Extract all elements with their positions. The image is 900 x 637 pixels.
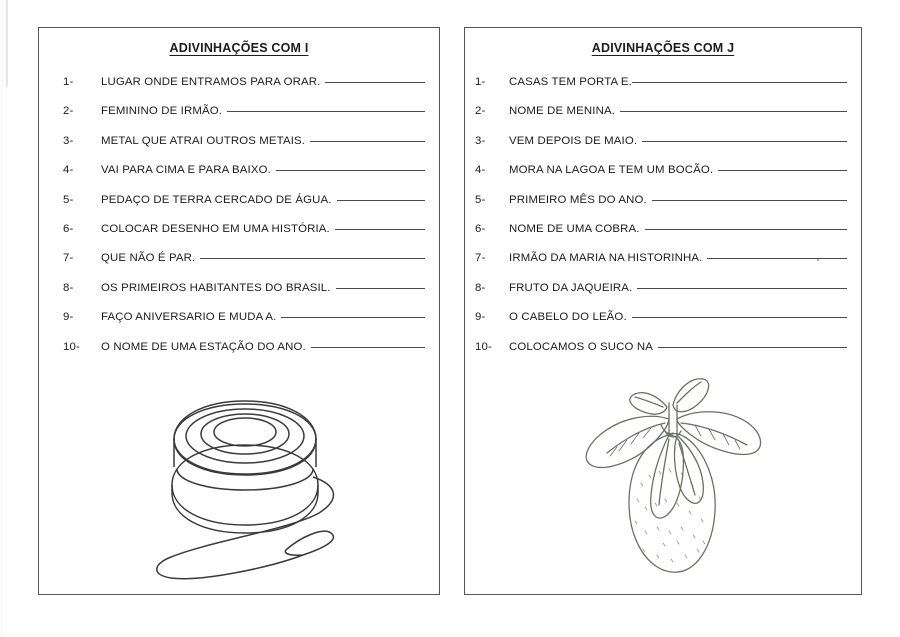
- list-item: [465, 223, 861, 252]
- item-number: 2-: [63, 105, 74, 118]
- item-number: 7-: [63, 252, 74, 265]
- answer-blank[interactable]: [652, 200, 847, 201]
- list-item: [465, 164, 861, 193]
- list-item: [465, 194, 861, 223]
- answer-blank[interactable]: [281, 317, 425, 318]
- list-item: [465, 76, 861, 105]
- item-text: OS PRIMEIROS HABITANTES DO BRASIL.: [101, 281, 331, 294]
- item-text: COLOCAMOS O SUCO NA: [509, 340, 653, 353]
- item-text: NOME DE UMA COBRA.: [509, 222, 640, 235]
- item-number: 10-: [63, 340, 80, 353]
- item-number: 8-: [63, 281, 74, 294]
- answer-blank[interactable]: [276, 170, 425, 171]
- answer-blank[interactable]: [311, 347, 425, 348]
- answer-blank[interactable]: [620, 111, 847, 112]
- answer-blank[interactable]: [310, 141, 425, 142]
- list-item: [465, 282, 861, 311]
- item-text: PEDAÇO DE TERRA CERCADO DE ÁGUA.: [101, 193, 332, 206]
- answer-blank[interactable]: [335, 229, 425, 230]
- item-number: 10-: [475, 340, 492, 353]
- worksheet-panel-right: [464, 27, 862, 595]
- item-text: FAÇO ANIVERSARIO E MUDA A.: [101, 311, 277, 324]
- list-item: [465, 105, 861, 134]
- item-number: 5-: [475, 193, 486, 206]
- list-item: [39, 252, 439, 281]
- page-title-left: ADIVINHAÇÕES COM I: [169, 41, 309, 55]
- answer-blank[interactable]: [632, 82, 847, 83]
- list-item: [39, 311, 439, 340]
- list-item: [39, 164, 439, 193]
- list-item: [39, 282, 439, 311]
- scan-speck: [817, 259, 819, 261]
- item-text: LUGAR ONDE ENTRAMOS PARA ORAR.: [101, 76, 321, 88]
- item-number: 2-: [475, 105, 486, 118]
- list-item: [39, 105, 439, 134]
- answer-blank[interactable]: [336, 288, 425, 289]
- riddle-list-right: [465, 76, 861, 370]
- item-text: O CABELO DO LEÃO.: [509, 311, 627, 324]
- scan-edge-mark: [6, 0, 8, 86]
- list-item: [39, 223, 439, 252]
- item-text: IRMÃO DA MARIA NA HISTORINHA.: [509, 252, 703, 265]
- item-text: COLOCAR DESENHO EM UMA HISTÓRIA.: [101, 222, 330, 235]
- yoyo-icon: [141, 389, 371, 584]
- item-text: METAL QUE ATRAI OUTROS METAIS.: [101, 134, 306, 147]
- list-item: [39, 194, 439, 223]
- list-item: [39, 135, 439, 164]
- answer-blank[interactable]: [337, 200, 425, 201]
- item-number: 7-: [475, 252, 486, 265]
- riddle-list-left: [39, 76, 439, 370]
- list-item: [39, 341, 439, 370]
- item-number: 4-: [475, 164, 486, 177]
- jackfruit-illustration: [573, 373, 773, 578]
- scan-edge: [0, 0, 3, 637]
- list-item: [465, 341, 861, 370]
- answer-blank[interactable]: [632, 317, 847, 318]
- item-text: CASAS TEM PORTA E.: [509, 76, 632, 88]
- item-number: 5-: [63, 193, 74, 206]
- answer-blank[interactable]: [325, 82, 425, 83]
- list-item: [465, 311, 861, 340]
- item-text: MORA NA LAGOA E TEM UM BOCÃO.: [509, 164, 714, 177]
- item-number: 1-: [63, 76, 74, 88]
- item-text: QUE NÃO É PAR.: [101, 252, 196, 265]
- answer-blank[interactable]: [658, 347, 847, 348]
- item-number: 6-: [475, 222, 486, 235]
- item-number: 3-: [475, 134, 486, 147]
- page-title-right: ADIVINHAÇÕES COM J: [591, 41, 735, 55]
- answer-blank[interactable]: [200, 258, 425, 259]
- list-item: [465, 252, 861, 281]
- item-number: 3-: [63, 134, 74, 147]
- answer-blank[interactable]: [645, 229, 847, 230]
- list-item: [465, 135, 861, 164]
- answer-blank[interactable]: [642, 141, 847, 142]
- item-number: 1-: [475, 76, 486, 88]
- answer-blank[interactable]: [718, 170, 847, 171]
- item-number: 8-: [475, 281, 486, 294]
- item-text: FEMININO DE IRMÃO.: [101, 105, 223, 118]
- item-text: O NOME DE UMA ESTAÇÃO DO ANO.: [101, 340, 306, 353]
- answer-blank[interactable]: [707, 258, 847, 259]
- item-text: VEM DEPOIS DE MAIO.: [509, 134, 638, 147]
- item-text: NOME DE MENINA.: [509, 105, 616, 118]
- jackfruit-icon: [573, 373, 773, 578]
- yoyo-illustration: [141, 389, 371, 584]
- answer-blank[interactable]: [637, 288, 847, 289]
- item-number: 6-: [63, 222, 74, 235]
- item-text: VAI PARA CIMA E PARA BAIXO.: [101, 164, 271, 177]
- item-number: 9-: [63, 311, 74, 324]
- item-number: 9-: [475, 311, 486, 324]
- worksheet-panel-left: [38, 27, 440, 595]
- answer-blank[interactable]: [227, 111, 425, 112]
- item-number: 4-: [63, 164, 74, 177]
- item-text: FRUTO DA JAQUEIRA.: [509, 281, 633, 294]
- list-item: [39, 76, 439, 105]
- item-text: PRIMEIRO MÊS DO ANO.: [509, 193, 647, 206]
